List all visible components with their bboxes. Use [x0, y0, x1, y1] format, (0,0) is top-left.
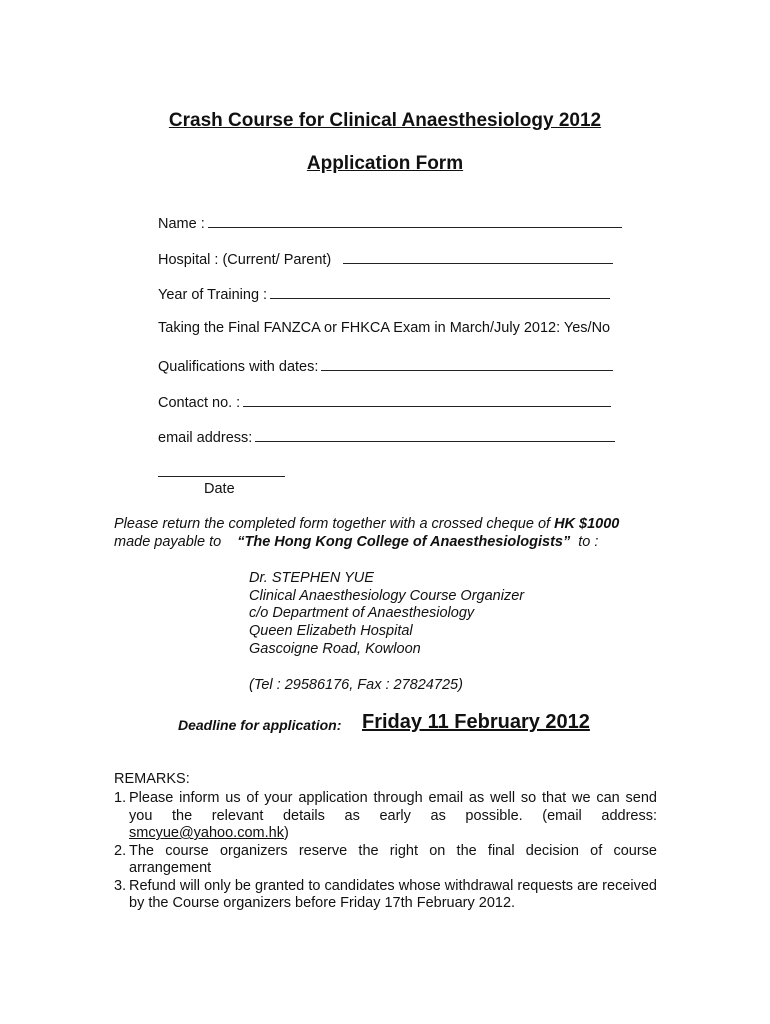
payable-suffix: to : [578, 534, 599, 550]
deadline-label: Deadline for application: [178, 717, 342, 733]
contact-blank-line [243, 392, 611, 407]
address-hospital: Queen Elizabeth Hospital [249, 623, 413, 639]
payee-name: “The Hong Kong College of Anaesthesiologists” [237, 534, 571, 550]
year-of-training-field [158, 284, 610, 303]
email-field [158, 427, 615, 446]
remarks-title: REMARKS: [114, 771, 190, 787]
form-title: Application Form [306, 153, 464, 174]
address-phone-fax: (Tel : 29586176, Fax : 27824725) [249, 677, 463, 693]
deadline-date: Friday 11 February 2012 [362, 711, 590, 733]
year-of-training-label: Year of Training : [158, 287, 268, 303]
qualifications-blank-line [321, 356, 613, 371]
address-dept: c/o Department of Anaesthesiology [249, 605, 475, 621]
course-title: Crash Course for Clinical Anaesthesiology 2012 [168, 110, 602, 131]
remark-item [114, 843, 657, 878]
qualifications-label: Qualifications with dates: [158, 359, 319, 375]
contact-label: Contact no. : [158, 395, 241, 411]
address-role: Clinical Anaesthesiology Course Organizer [249, 588, 525, 604]
remark-text: The course organizers reserve the right on the final decision of course arrangement [129, 842, 657, 876]
payable-text: made payable to [114, 534, 222, 550]
year-of-training-blank-line [270, 284, 610, 299]
qualifications-field [158, 356, 613, 375]
address-name: Dr. STEPHEN YUE [249, 570, 374, 586]
remark-suffix: ) [283, 825, 289, 841]
return-text: Please return the completed form together with a crossed cheque of [114, 516, 555, 532]
email-blank-line [255, 427, 615, 442]
contact-email-link[interactable]: smcyue@yahoo.com.hk [129, 825, 284, 841]
return-instructions-line-2 [114, 534, 598, 550]
name-blank-line [208, 213, 622, 228]
name-label: Name : [158, 216, 205, 232]
remark-number: 1. [114, 790, 127, 806]
hospital-label: Hospital : (Current/ Parent) [158, 252, 332, 268]
remark-item [114, 878, 657, 913]
remark-text: Refund will only be granted to candidates whose withdrawal requests are received by the Course organizers before Friday 17th February 2012. [129, 877, 657, 911]
remark-text: Please inform us of your application through email as well so that we can send you the relevant details as early as possible. (email address: [129, 790, 657, 824]
hospital-blank-line [343, 249, 613, 264]
date-label: Date [204, 481, 235, 497]
hospital-field [158, 249, 613, 268]
remarks-list [114, 790, 657, 913]
date-blank-line [158, 476, 285, 477]
contact-field [158, 392, 611, 411]
cheque-amount: HK $1000 [554, 516, 620, 532]
remark-number: 3. [114, 877, 127, 894]
address-street: Gascoigne Road, Kowloon [249, 641, 421, 657]
remark-number: 2. [114, 842, 127, 859]
remark-item [114, 790, 657, 843]
return-instructions-line-1 [114, 516, 619, 532]
email-label: email address: [158, 430, 253, 446]
name-field [158, 213, 622, 232]
exam-field: Taking the Final FANZCA or FHKCA Exam in March/July 2012: Yes/No [158, 320, 611, 336]
